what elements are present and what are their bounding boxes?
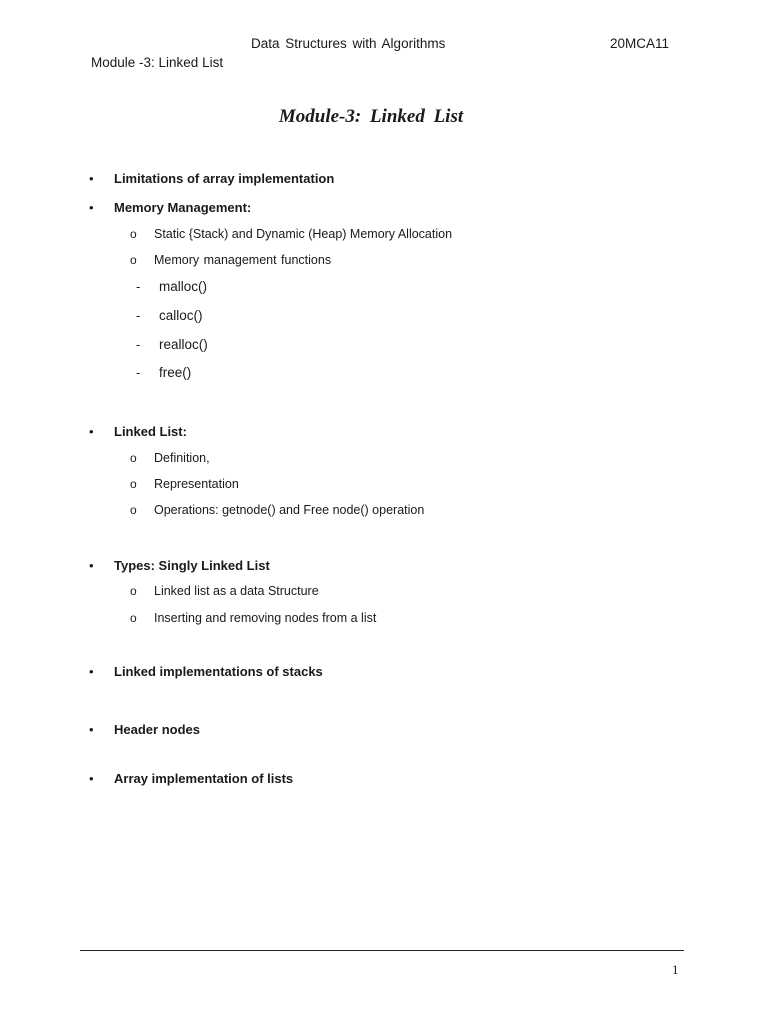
sub-bullet-icon: o [130, 451, 137, 465]
bullet-icon: • [89, 171, 94, 186]
bullet-icon: • [89, 771, 94, 786]
sub-bullet-icon: o [130, 584, 137, 598]
bullet-icon: • [89, 200, 94, 215]
bullet-icon: • [89, 558, 94, 573]
dash-icon: - [136, 279, 141, 294]
subtopic-representation: Representation [154, 477, 239, 491]
subtopic-operations: Operations: getnode() and Free node() operation [154, 503, 425, 517]
dash-icon: - [136, 308, 141, 323]
course-code: 20MCA11 [610, 36, 670, 51]
sub-bullet-icon: o [130, 611, 137, 625]
page-number: 1 [672, 962, 679, 977]
bullet-icon: • [89, 722, 94, 737]
subtopic-data-structure: Linked list as a data Structure [154, 584, 319, 598]
sub-bullet-icon: o [130, 477, 137, 491]
page-title: Module-3: Linked List [278, 106, 464, 127]
function-free: free() [159, 365, 192, 380]
bullet-icon: • [89, 424, 94, 439]
function-malloc: malloc() [159, 279, 208, 294]
module-label: Module -3: Linked List [91, 55, 224, 70]
subtopic-definition: Definition, [154, 451, 210, 465]
topic-linked-list: Linked List: [114, 424, 187, 439]
sub-bullet-icon: o [130, 253, 137, 267]
topic-memory-management: Memory Management: [114, 200, 252, 215]
subtopic-memory-functions: Memory management functions [154, 253, 332, 267]
topic-types: Types: Singly Linked List [114, 558, 270, 573]
sub-bullet-icon: o [130, 227, 137, 241]
function-calloc: calloc() [159, 308, 203, 323]
topic-stacks: Linked implementations of stacks [114, 664, 323, 679]
dash-icon: - [136, 337, 141, 352]
subtopic-memory-allocation: Static {Stack) and Dynamic (Heap) Memory Allocation [154, 227, 453, 241]
footer-divider [80, 950, 684, 951]
dash-icon: - [136, 365, 141, 380]
course-title: Data Structures with Algorithms [251, 36, 446, 51]
subtopic-insert-remove: Inserting and removing nodes from a list [154, 611, 377, 625]
topic-limitations: Limitations of array implementation [114, 171, 335, 186]
function-realloc: realloc() [159, 337, 208, 352]
topic-header-nodes: Header nodes [114, 722, 200, 737]
sub-bullet-icon: o [130, 503, 137, 517]
bullet-icon: • [89, 664, 94, 679]
topic-array-implementation: Array implementation of lists [114, 771, 294, 786]
